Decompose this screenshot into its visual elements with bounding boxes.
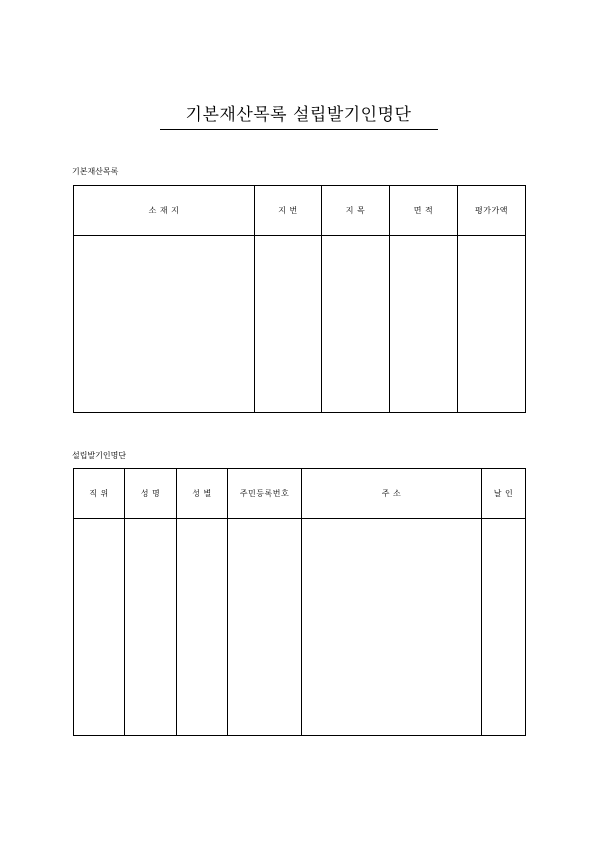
document-title: 기본재산목록 설립발기인명단 <box>185 105 412 125</box>
cell-seal[interactable] <box>482 519 526 736</box>
cell-gender[interactable] <box>177 519 228 736</box>
cell-resident-registration-number[interactable] <box>228 519 302 736</box>
assets-table <box>73 185 526 413</box>
header-position: 직 위 <box>74 469 125 519</box>
header-lot-number: 지 번 <box>255 186 322 236</box>
cell-address[interactable] <box>302 519 482 736</box>
header-gender: 성 별 <box>177 469 228 519</box>
founders-entry-row <box>74 519 526 736</box>
header-resident-registration-number: 주민등록번호 <box>228 469 302 519</box>
title-underline <box>160 129 438 130</box>
cell-location[interactable] <box>74 236 255 413</box>
header-land-category: 지 목 <box>322 186 390 236</box>
cell-land-category[interactable] <box>322 236 390 413</box>
header-location: 소 재 지 <box>74 186 255 236</box>
cell-position[interactable] <box>74 519 125 736</box>
header-area: 면 적 <box>390 186 458 236</box>
founders-section-label: 설립발기인명단 <box>72 451 127 460</box>
cell-area[interactable] <box>390 236 458 413</box>
founders-header-row <box>74 469 526 519</box>
founders-table <box>73 468 526 736</box>
cell-appraised-value[interactable] <box>458 236 526 413</box>
header-address: 주 소 <box>302 469 482 519</box>
header-appraised-value: 평가가액 <box>458 186 526 236</box>
assets-section-label: 기본재산목록 <box>72 167 119 176</box>
assets-entry-row <box>74 236 526 413</box>
cell-lot-number[interactable] <box>255 236 322 413</box>
header-seal: 날 인 <box>482 469 526 519</box>
cell-name[interactable] <box>125 519 177 736</box>
assets-header-row <box>74 186 526 236</box>
header-name: 성 명 <box>125 469 177 519</box>
